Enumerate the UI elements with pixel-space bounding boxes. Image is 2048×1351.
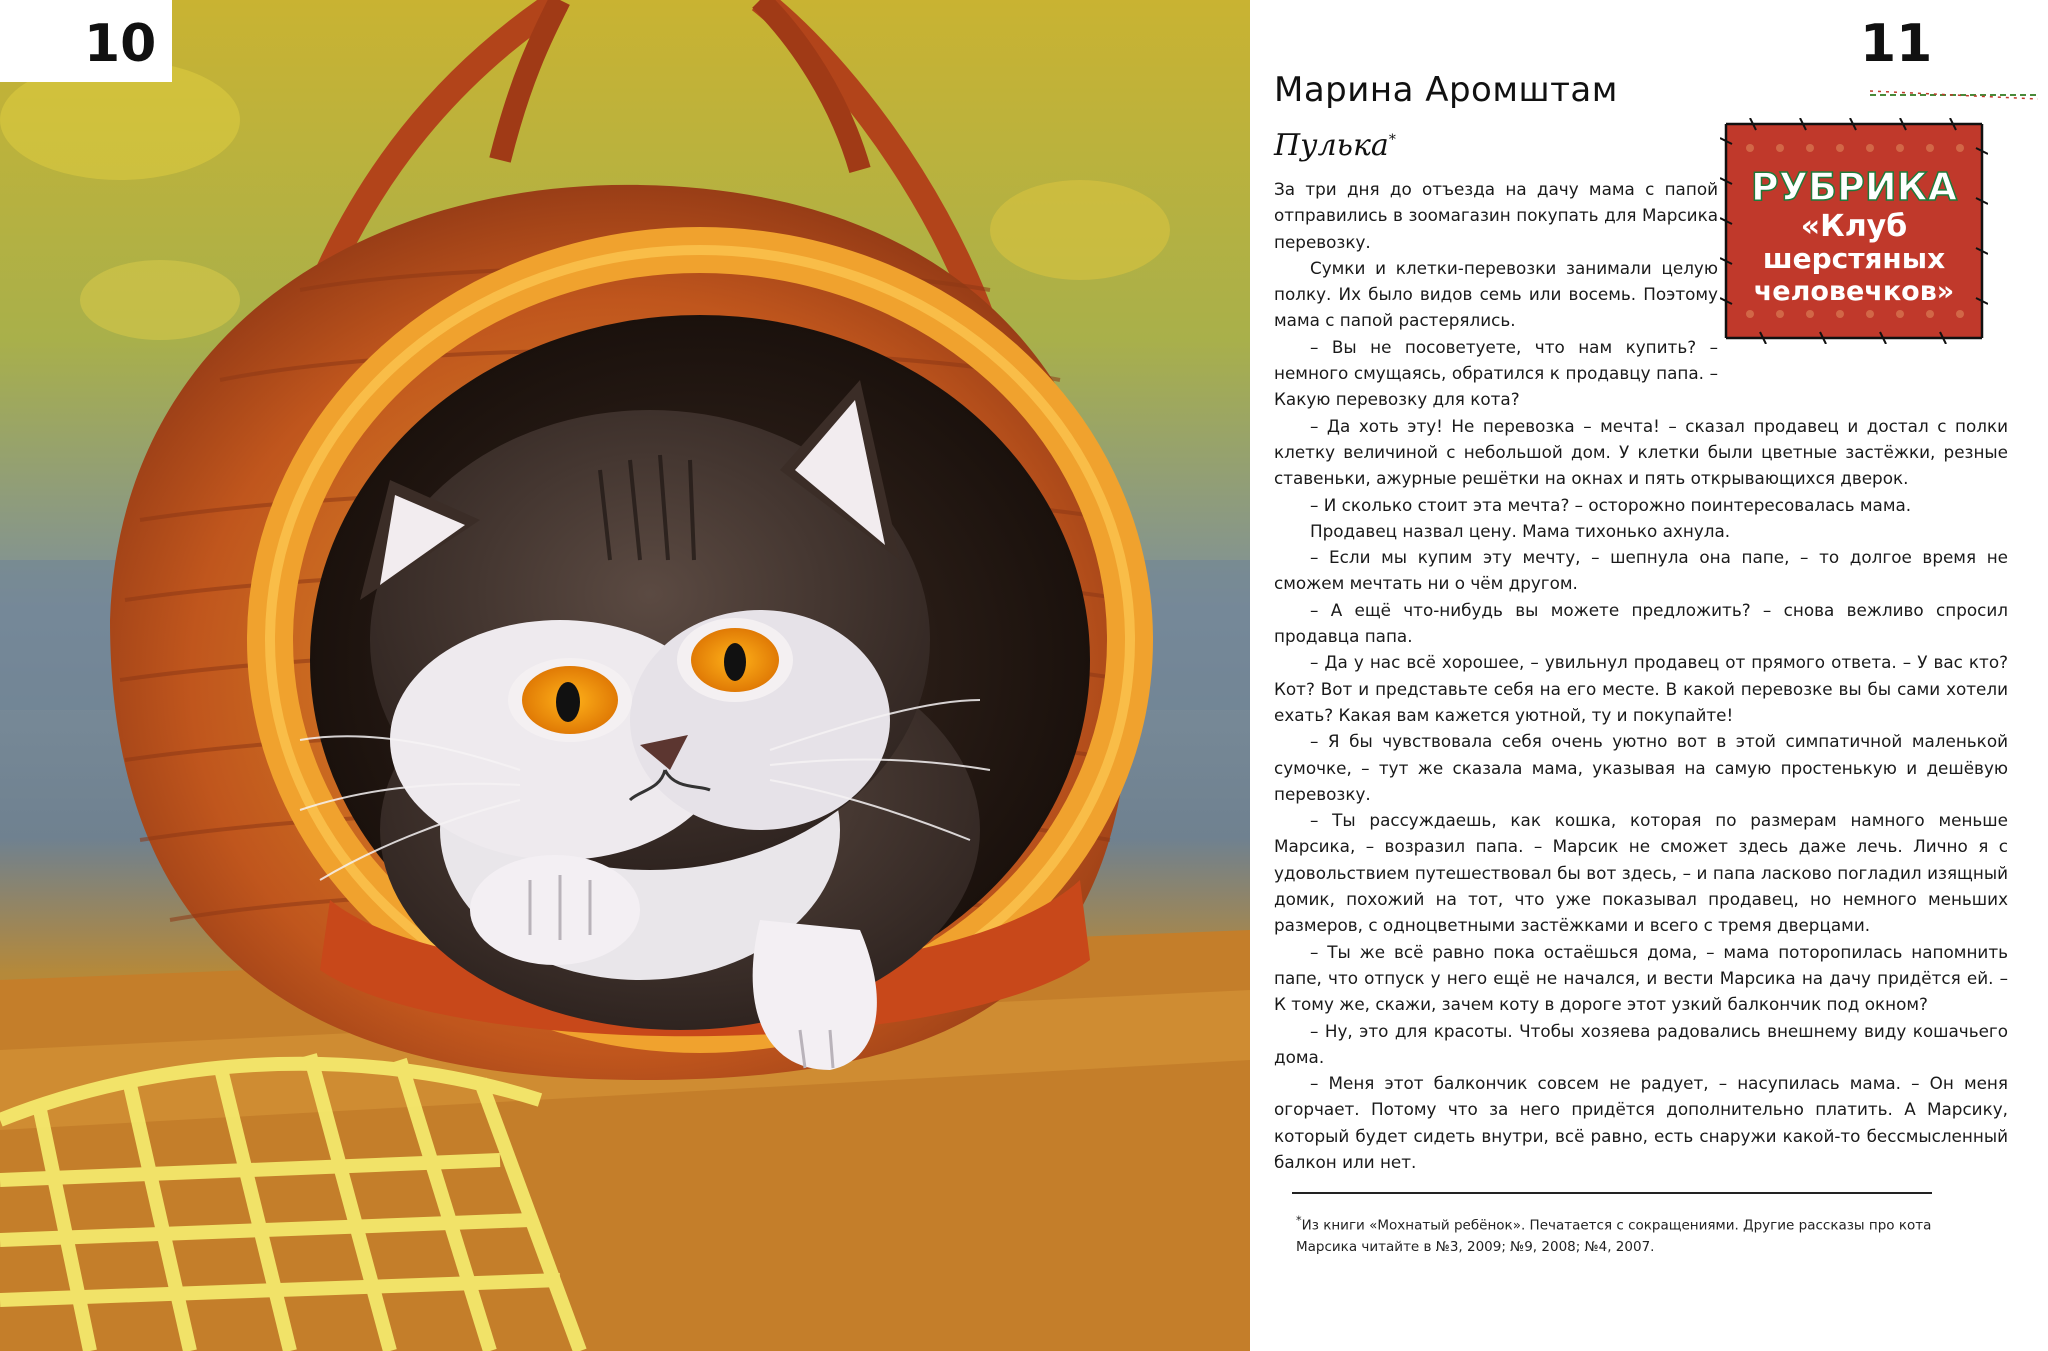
paragraph: За три дня до отъезда на дачу мама с папой отправились в зоомагазин покупать для Марсика перевозку. xyxy=(1274,179,1718,252)
footnote-text: Из книги «Мохнатый ребёнок». Печатается с сокращениями. Другие рассказы про кота Марсика читайте в №3, 2009; №9, 2008; №4, 2007. xyxy=(1296,1217,1932,1255)
badge-line1: РУБРИКА xyxy=(1750,165,1958,209)
badge-line2: «Клуб xyxy=(1800,209,1908,244)
paragraph: – Если мы купим эту мечту, – шепнула она папе, – то долгое время не сможем мечтать ни о чём другом. xyxy=(1274,547,2008,594)
story-body xyxy=(1274,176,2008,1175)
paragraph: – И сколько стоит эта мечта? – осторожно поинтересовалась мама. xyxy=(1310,494,1912,515)
badge-line4: человечков» xyxy=(1753,276,1955,307)
author-name: Марина Аромштам xyxy=(1274,70,1618,110)
paragraph: – Ты же всё равно пока остаёшься дома, – мама поторопилась напомнить папе, что отпуск у него ещё не начался, и вести Марсика на дачу придётся ей. – К тому же, скажи, зачем коту в дороге этот узкий балкончик под окном? xyxy=(1274,941,2008,1015)
paragraph: – Вы не посоветуете, что нам купить? – немного смущаясь, обратился к продавцу папа. – Какую перевозку для кота? xyxy=(1274,336,1718,410)
page-number-left: 10 xyxy=(84,14,157,74)
stitch-decoration xyxy=(1870,88,2038,102)
footnote xyxy=(1296,1210,1936,1258)
paragraph: – Ты рассуждаешь, как кошка, которая по размерам намного меньше Марсика, – возразил папа. – Марсик не сможет здесь даже лечь. Лично я с удовольствием путешествовал бы вот здесь, – и папа ласково погладил изящный домик, похожий на тот, что уже показывал продавец, но немного меньших размеров, с одноцветными застёжками и всего с тремя дверцами. xyxy=(1274,810,2008,936)
text-page xyxy=(1250,0,2048,1351)
paragraph: Продавец назвал цену. Мама тихонько ахнула. xyxy=(1310,520,1731,541)
paragraph: – Меня этот балкончик совсем не радует, – насупилась мама. – Он меня огорчает. Потому что за него придётся дополнительно платить. А Марсику, который будет сидеть внутри, всё равно, есть снаружи какой-то бессмысленный балкон или нет. xyxy=(1274,1073,2008,1172)
paragraph: – Я бы чувствовала себя очень уютно вот в этой симпатичной маленькой сумочке, – тут же сказала мама, указывая на самую простенькую и дешёвую перевозку. xyxy=(1274,731,2008,804)
paragraph: – Ну, это для красоты. Чтобы хозяева радовались внешнему виду кошачьего дома. xyxy=(1274,1020,2008,1067)
footnote-divider xyxy=(1292,1192,1932,1194)
story-title xyxy=(1274,128,1396,163)
badge-line3: шерстяных xyxy=(1762,242,1946,275)
paragraph: Сумки и клетки-перевозки занимали целую полку. Их было видов семь или восемь. Поэтому мама с папой растерялись. xyxy=(1274,257,1718,331)
paragraph: – Да у нас всё хорошее, – увильнул продавец от прямого ответа. – У вас кто? Кот? Вот и представьте себя на его месте. В какой перевозке вы бы сами хотели ехать? Какая вам кажется уютной, ту и покупайте! xyxy=(1274,652,2008,725)
paragraph: – Да хоть эту! Не перевозка – мечта! – сказал продавец и достал с полки клетку величиной с небольшой дом. У клетки были цветные застёжки, резные ставеньки, ажурные решётки на окнах и пять открывающихся дверок. xyxy=(1274,415,2008,489)
paragraph: – А ещё что-нибудь вы можете предложить? – снова вежливо спросил продавца папа. xyxy=(1274,599,2008,647)
story-title-text: Пулька xyxy=(1274,128,1389,163)
footnote-marker: * xyxy=(1296,1214,1302,1227)
title-footnote-marker: * xyxy=(1388,132,1396,148)
page-number-right: 11 xyxy=(1860,14,1933,74)
